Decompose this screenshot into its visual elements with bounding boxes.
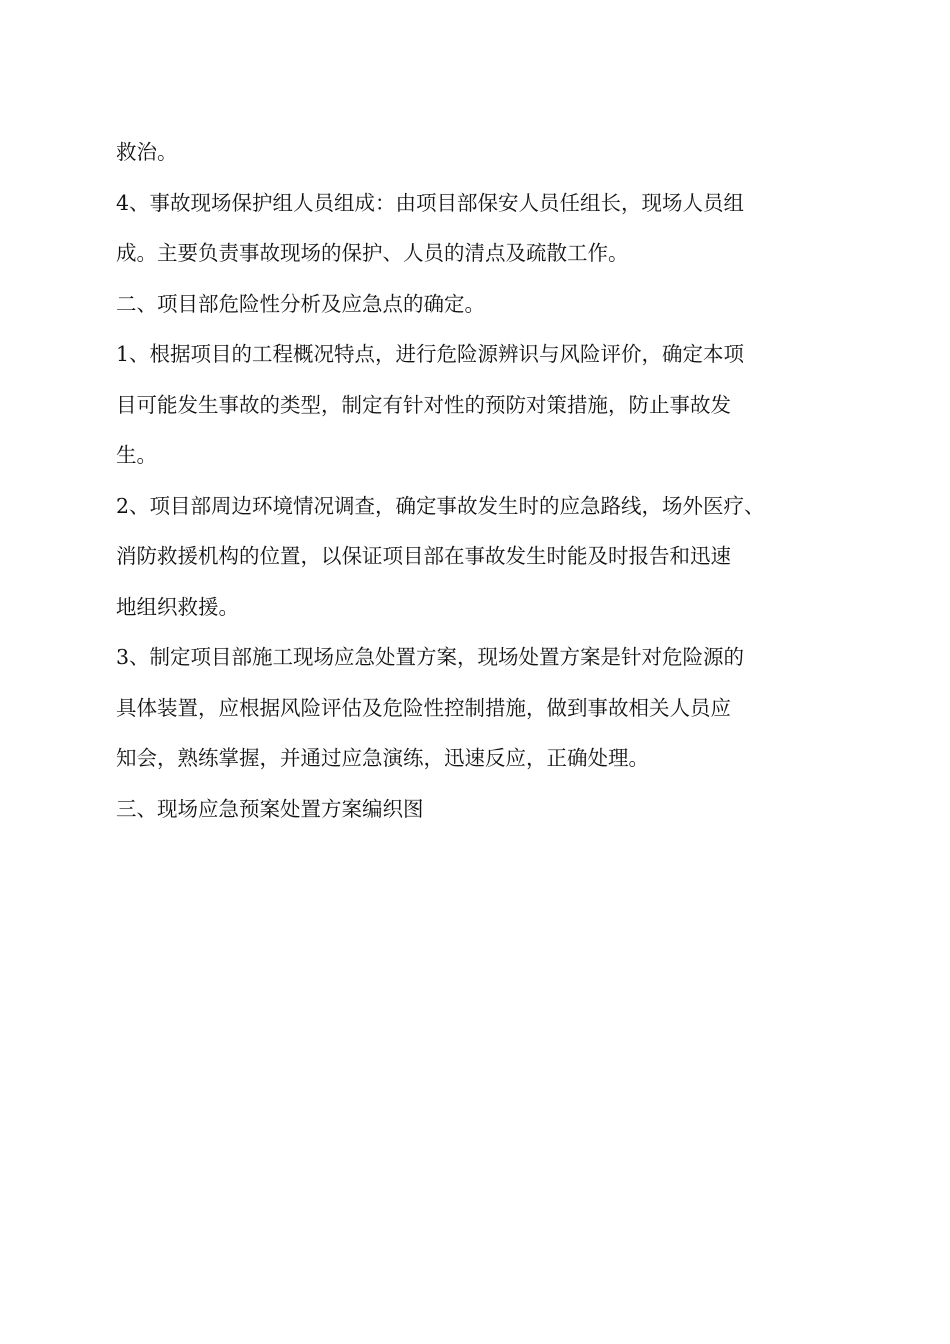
text-line: 目可能发生事故的类型，制定有针对性的预防对策措施，防止事故发 — [116, 392, 731, 417]
text-line: 知会，熟练掌握，并通过应急演练，迅速反应，正确处理。 — [116, 746, 649, 770]
text-line: 2、项目部周边环境情况调查，确定事故发生时的应急路线，场外医疗、 — [116, 493, 765, 518]
text-line: 消防救援机构的位置，以保证项目部在事故发生时能及时报告和迅速 — [116, 544, 731, 568]
text-line: 具体装置，应根据风险评估及危险性控制措施，做到事故相关人员应 — [116, 695, 731, 720]
text-line: 地组织救援。 — [116, 594, 239, 619]
text-line: 生。 — [116, 443, 157, 467]
section-heading: 二、项目部危险性分析及应急点的确定。 — [116, 291, 485, 316]
text-line: 4、事故现场保护组人员组成：由项目部保安人员任组长，现场人员组 — [116, 190, 745, 215]
document-body — [116, 127, 846, 834]
text-line: 1、根据项目的工程概况特点，进行危险源辨识与风险评价，确定本项 — [116, 342, 745, 366]
text-line: 成。主要负责事故现场的保护、人员的清点及疏散工作。 — [116, 241, 629, 265]
text-line: 3、制定项目部施工现场应急处置方案，现场处置方案是针对危险源的 — [116, 645, 745, 669]
section-heading: 三、现场应急预案处置方案编织图 — [116, 796, 424, 821]
text-line: 救治。 — [116, 140, 178, 164]
